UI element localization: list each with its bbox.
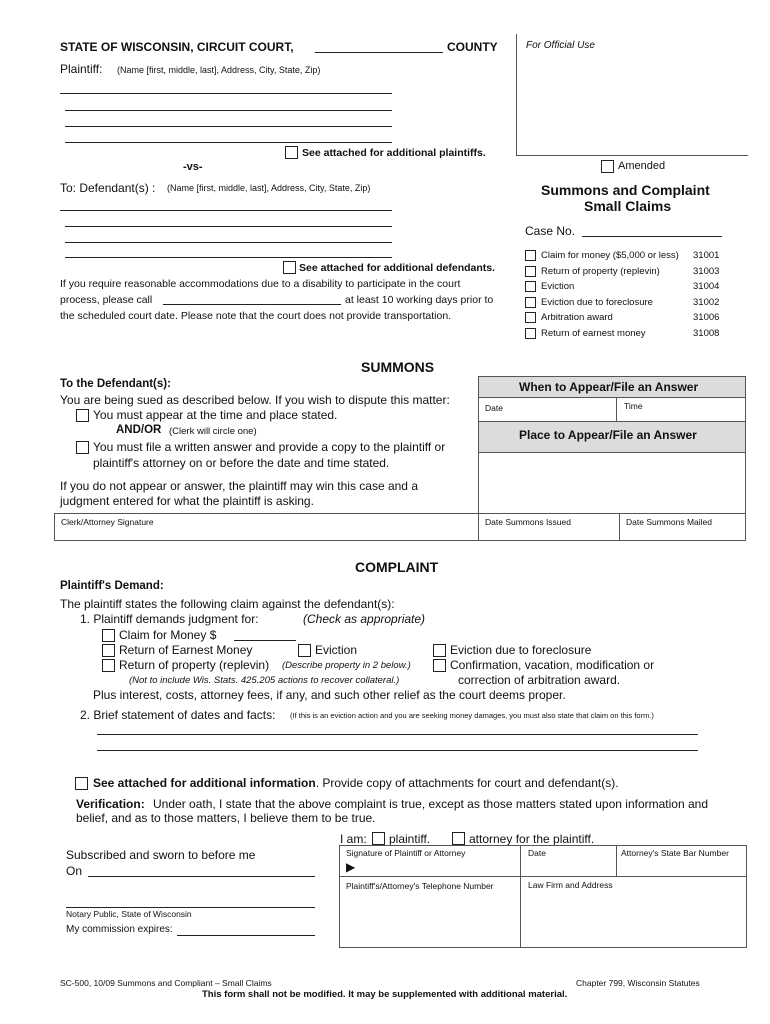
when-to-appear-title: When to Appear/File an Answer <box>519 380 699 394</box>
claim-type-label: Arbitration award <box>541 312 613 323</box>
bar-number-label: Attorney's State Bar Number <box>621 848 729 858</box>
appear-label: You must appear at the time and place stated. <box>93 408 338 422</box>
signature-field[interactable] <box>360 857 517 874</box>
attached-plaintiffs-checkbox[interactable] <box>285 146 298 159</box>
defendant-line-2[interactable] <box>65 226 392 227</box>
case-no-label: Case No. <box>525 224 576 238</box>
facts-line-1[interactable] <box>97 734 698 735</box>
earnest-money-label: Return of Earnest Money <box>119 643 253 657</box>
defendant-line-1[interactable] <box>60 210 392 211</box>
item-1-hint: (Check as appropriate) <box>303 612 426 626</box>
eviction-checkbox[interactable] <box>298 644 311 657</box>
doc-title-line-2: Small Claims <box>584 198 672 214</box>
claim-type-code: 31002 <box>693 296 720 308</box>
amended-checkbox[interactable] <box>601 160 614 173</box>
claim-type-checkbox[interactable] <box>525 328 536 339</box>
eviction-foreclosure-label: Eviction due to foreclosure <box>450 643 592 657</box>
item-2-hint: (If this is an eviction action and you are seeking money damages, you must also state that claim on this form.) <box>290 711 654 720</box>
statute-reference: Chapter 799, Wisconsin Statutes <box>576 978 700 988</box>
claim-type-row[interactable] <box>525 310 725 325</box>
i-am-plaintiff-checkbox[interactable] <box>372 832 385 845</box>
i-am-label: I am: <box>340 832 367 846</box>
place-to-appear-input[interactable] <box>478 452 746 514</box>
amended-label: Amended <box>618 160 666 172</box>
official-use-border <box>516 34 517 156</box>
accommodation-line-2b: at least 10 working days prior to <box>345 294 494 306</box>
attached-defendants-checkbox[interactable] <box>283 261 296 274</box>
i-am-attorney-checkbox[interactable] <box>452 832 465 845</box>
plaintiff-label: Plaintiff: <box>60 62 103 76</box>
replevin-checkbox[interactable] <box>102 659 115 672</box>
claim-type-checkbox[interactable] <box>525 281 536 292</box>
date-mailed-label: Date Summons Mailed <box>626 517 712 527</box>
accommodation-line-3: the scheduled court date. Please note that the court does not provide transportation. <box>60 310 452 322</box>
plaintiff-demand-label: Plaintiff's Demand: <box>60 580 164 592</box>
claim-type-row[interactable] <box>525 326 725 341</box>
telephone-label: Plaintiff's/Attorney's Telephone Number <box>346 881 494 891</box>
attached-plaintiffs-label: See attached for additional plaintiffs. <box>302 147 486 159</box>
case-no-field[interactable] <box>582 236 722 237</box>
notary-label: Notary Public, State of Wisconsin <box>66 909 192 919</box>
county-label: COUNTY <box>447 40 498 54</box>
plaintiff-hint: (Name [first, middle, last], Address, City, State, Zip) <box>117 65 321 75</box>
plaintiff-line-4[interactable] <box>65 142 392 143</box>
date-issued-field[interactable] <box>479 514 619 540</box>
attached-defendants-label: See attached for additional defendants. <box>299 262 496 274</box>
appear-date-label: Date <box>485 403 503 413</box>
arrow-icon: ▶ <box>346 860 356 874</box>
claim-money-checkbox[interactable] <box>102 629 115 642</box>
county-field[interactable] <box>315 52 443 53</box>
not-include-note: (Not to include Wis. Stats. 425.205 actions to recover collateral.) <box>129 675 400 686</box>
confirmation-checkbox[interactable] <box>433 659 446 672</box>
commission-label: My commission expires: <box>66 924 173 935</box>
attached-info-label: See attached for additional information <box>93 776 316 790</box>
claim-type-row[interactable] <box>525 279 725 294</box>
signature-label: Signature of Plaintiff or Attorney <box>346 848 466 858</box>
law-firm-field[interactable] <box>521 891 746 946</box>
attached-info-checkbox[interactable] <box>75 777 88 790</box>
written-answer-line-1: You must file a written answer and provide a copy to the plaintiff or <box>93 440 446 454</box>
appear-date-input[interactable] <box>479 398 615 421</box>
claim-type-checkbox[interactable] <box>525 266 536 277</box>
verification-line-1: Under oath, I state that the above complaint is true, except as those matters stated upon information and <box>153 797 708 811</box>
claim-type-row[interactable] <box>525 248 725 263</box>
claim-type-row[interactable] <box>525 295 725 310</box>
bar-number-field[interactable] <box>617 857 746 874</box>
andor-hint: (Clerk will circle one) <box>169 426 257 437</box>
claim-type-label: Return of property (replevin) <box>541 265 660 277</box>
written-answer-line-2: plaintiff's attorney on or before the date and time stated. <box>93 456 390 470</box>
facts-line-2[interactable] <box>97 750 698 751</box>
date-mailed-field[interactable] <box>620 514 745 540</box>
defendant-hint: (Name [first, middle, last], Address, City, State, Zip) <box>167 183 371 193</box>
claim-money-amount[interactable] <box>234 640 296 641</box>
to-defendants-label: To the Defendant(s): <box>60 378 171 390</box>
written-answer-checkbox[interactable] <box>76 441 89 454</box>
attached-info-rest: . Provide copy of attachments for court and defendant(s). <box>315 776 619 790</box>
defendant-line-3[interactable] <box>65 242 392 243</box>
summons-heading: SUMMONS <box>361 359 435 375</box>
doc-title-line-1: Summons and Complaint <box>541 182 710 198</box>
claim-type-code: 31008 <box>693 327 720 339</box>
appear-checkbox[interactable] <box>76 409 89 422</box>
claim-type-label: Eviction <box>541 281 575 292</box>
claim-type-label: Return of earnest money <box>541 327 646 339</box>
sworn-on-date-field[interactable] <box>88 876 315 877</box>
clerk-signature-label: Clerk/Attorney Signature <box>61 517 154 527</box>
i-am-plaintiff-label: plaintiff. <box>389 832 431 846</box>
verification-line-2: belief, and as to those matters, I believe them to be true. <box>76 811 376 825</box>
subscribed-label: Subscribed and sworn to before me <box>66 848 256 862</box>
sworn-on-label: On <box>66 864 83 878</box>
plus-interest: Plus interest, costs, attorney fees, if any, and such other relief as the court deems proper. <box>93 688 566 702</box>
verification-label: Verification: <box>76 797 145 811</box>
summons-line-1: You are being sued as described below. If you wish to dispute this matter: <box>60 393 450 407</box>
law-firm-label: Law Firm and Address <box>528 880 613 890</box>
warning-line-2: judgment entered for what the plaintiff is asking. <box>60 494 314 508</box>
date-issued-label: Date Summons Issued <box>485 517 571 527</box>
claim-type-code: 31003 <box>693 265 720 277</box>
telephone-field[interactable] <box>341 891 518 946</box>
claim-type-code: 31006 <box>693 312 720 323</box>
clerk-signature-field[interactable] <box>55 514 477 540</box>
andor-label: AND/OR <box>116 424 162 436</box>
form-id: SC-500, 10/09 Summons and Compliant – Small Claims <box>60 978 272 988</box>
eviction-foreclosure-checkbox[interactable] <box>433 644 446 657</box>
notary-signature-field[interactable] <box>66 907 315 908</box>
place-to-appear-title: Place to Appear/File an Answer <box>519 428 697 442</box>
claim-type-row[interactable] <box>525 264 725 279</box>
appear-time-label: Time <box>624 401 643 411</box>
appear-time-input[interactable] <box>617 398 745 421</box>
item-1-label: 1. Plaintiff demands judgment for: <box>80 612 259 626</box>
official-use-label: For Official Use <box>526 40 595 51</box>
claim-type-checkbox[interactable] <box>525 297 536 308</box>
plaintiff-states: The plaintiff states the following claim against the defendant(s): <box>60 597 395 611</box>
claim-type-label: Claim for money ($5,000 or less) <box>541 250 679 261</box>
eviction-label: Eviction <box>315 643 358 657</box>
defendant-label: To: Defendant(s) : <box>60 181 156 195</box>
plaintiff-line-1[interactable] <box>60 93 392 94</box>
claim-type-checkbox[interactable] <box>525 312 536 323</box>
modification-notice: This form shall not be modified. It may be supplemented with additional material. <box>202 989 568 1000</box>
signature-date-field[interactable] <box>521 857 615 874</box>
claim-money-label: Claim for Money $ <box>119 628 217 642</box>
vs-label: -vs- <box>183 161 203 173</box>
defendant-line-4[interactable] <box>65 257 392 258</box>
replevin-label: Return of property (replevin) <box>119 658 270 672</box>
item-2-label: 2. Brief statement of dates and facts: <box>80 708 276 722</box>
confirmation-line-1: Confirmation, vacation, modification or <box>450 658 655 672</box>
court-title: STATE OF WISCONSIN, CIRCUIT COURT, <box>60 40 294 54</box>
attached-info-line <box>93 776 619 790</box>
plaintiff-line-3[interactable] <box>65 126 392 127</box>
claim-type-code: 31001 <box>693 250 720 261</box>
complaint-heading: COMPLAINT <box>355 559 439 575</box>
plaintiff-line-2[interactable] <box>65 110 392 111</box>
confirmation-line-2: correction of arbitration award. <box>458 673 621 687</box>
accommodation-phone-field[interactable] <box>163 304 341 305</box>
earnest-money-checkbox[interactable] <box>102 644 115 657</box>
warning-line-1: If you do not appear or answer, the plaintiff may win this case and a <box>60 479 418 493</box>
claim-type-code: 31004 <box>693 281 720 292</box>
i-am-attorney-label: attorney for the plaintiff. <box>469 832 595 846</box>
accommodation-line-1: If you require reasonable accommodations due to a disability to participate in the court <box>60 278 461 290</box>
claim-type-checkbox[interactable] <box>525 250 536 261</box>
signature-date-label: Date <box>528 848 546 858</box>
claim-type-label: Eviction due to foreclosure <box>541 296 653 308</box>
commission-date-field[interactable] <box>177 935 315 936</box>
place-to-appear-header <box>478 421 746 453</box>
replevin-hint: (Describe property in 2 below.) <box>282 660 411 671</box>
when-to-appear-header <box>478 376 746 398</box>
accommodation-line-2a: process, please call <box>60 294 153 306</box>
